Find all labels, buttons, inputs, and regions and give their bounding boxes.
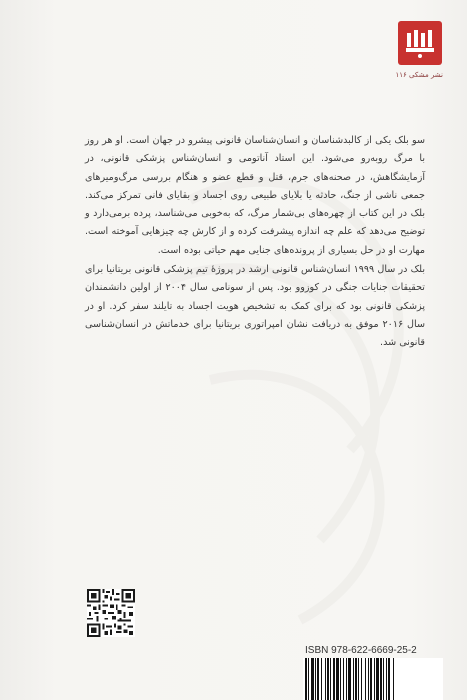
qr-code-icon (87, 589, 135, 637)
back-cover-blurb (85, 132, 425, 353)
publisher-logo-icon (398, 21, 442, 65)
isbn-label: ISBN 978-622-6669-25-2 (305, 645, 417, 656)
publisher-series-label: نشر مشکی ۱۱۶ (395, 71, 443, 79)
blurb-paragraph-2: بلک در سال ۱۹۹۹ انسان‌شناس قانونی ارشد در پروژهٔ تیم پزشکی قانونی بریتانیا برای تحقیقات جنایات جنگی در کوزوو بود. پس از سونامی سال ۲۰۰۴ از اولین دانشمندان پزشکی قانونی بود که برای کمک به تشخیص هویت اجساد به تایلند سفر کرد. او در سال ۲۰۱۶ موفق به دریافت نشان امپراتوری بریتانیا برای خدماتش در انسان‌شناسی قانونی شد. (85, 264, 425, 349)
barcode-icon (303, 658, 443, 700)
blurb-paragraph-1: سو بلک یکی از کالبدشناسان و انسان‌شناسان قانونی پیشرو در جهان است. او هر روز با مرگ روبه‌رو می‌شود. این استاد آناتومی و انسان‌شناس پزشکی قانونی، در آزمایشگاهش، در صحنه‌های جرم، قتل و قطع عضو و هنگام بررسی مرگ‌ومیرهای جمعی ناشی از جنگ، حادثه یا بلایای طبیعی روی اجساد و بقایای فانی تمرکز می‌کند. بلک در این کتاب از چهره‌های بی‌شمار مرگ، که به‌خوبی می‌شناسد، پرده برمی‌دارد و توضیح می‌دهد که علم چه اندازه پیشرفت کرده و از کارش چه چیزهایی آموخته است. مهارت او در حل بسیاری از پرونده‌های جنایی مهم حیاتی بوده است. (85, 135, 425, 256)
